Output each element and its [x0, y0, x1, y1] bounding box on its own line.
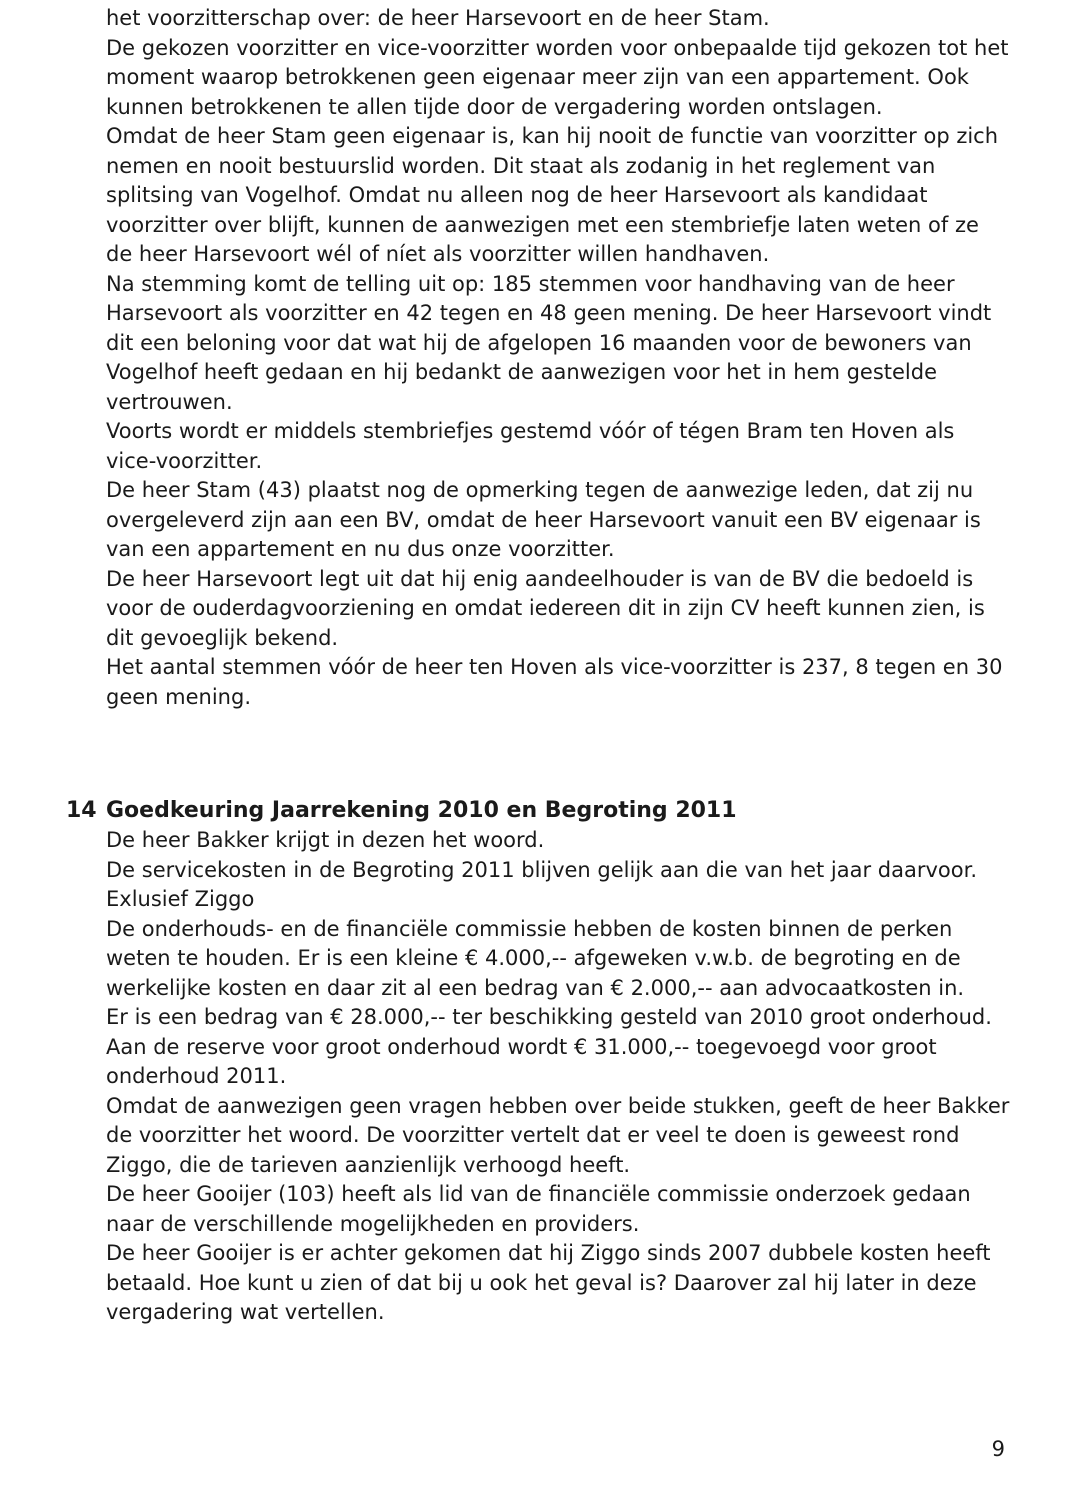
- continued-text-block: [106, 4, 1011, 712]
- agenda-section-14: [66, 796, 1011, 1328]
- paragraph: De servicekosten in de Begroting 2011 blijven gelijk aan die van het jaar daarvoor. Exlusief Ziggo: [106, 857, 977, 911]
- paragraph: De heer Gooijer is er achter gekomen dat hij Ziggo sinds 2007 dubbele kosten heeft betaald. Hoe kunt u zien of dat bij u ook het geval is? Daarover zal hij later in deze vergadering wat vertellen.: [106, 1241, 991, 1324]
- paragraph: De gekozen voorzitter en vice-voorzitter worden voor onbepaalde tijd gekozen tot het moment waarop betrokkenen geen eigenaar meer zijn van een appartement. Ook kunnen betrokkenen te allen tijde door de vergadering worden ontslagen.: [106, 35, 1009, 119]
- page-number: 9: [991, 1437, 1005, 1461]
- section-heading: [66, 796, 1011, 826]
- paragraph: Het aantal stemmen vóór de heer ten Hoven als vice-voorzitter is 237, 8 tegen en 30 geen mening.: [106, 655, 1003, 709]
- paragraph: Omdat de heer Stam geen eigenaar is, kan hij nooit de functie van voorzitter op zich nemen en nooit bestuurslid worden. Dit staat als zodanig in het reglement van splitsing van Vogelhof. Omdat nu alleen nog de heer Harsevoort als kandidaat voorzitter over blijft, kunnen de aanwezigen met een stembriefje laten weten of ze de heer Harsevoort wél of níet als voorzitter willen handhaven.: [106, 124, 999, 266]
- section-title: Goedkeuring Jaarrekening 2010 en Begroting 2011: [106, 798, 737, 823]
- paragraph: het voorzitterschap over: de heer Harsevoort en de heer Stam.: [106, 6, 770, 30]
- paragraph: Omdat de aanwezigen geen vragen hebben over beide stukken, geeft de heer Bakker de voorzitter het woord. De voorzitter vertelt dat er veel te doen is geweest rond Ziggo, die de tarieven aanzienlijk verhoogd heeft.: [106, 1093, 1010, 1177]
- paragraph: De heer Gooijer (103) heeft als lid van de financiële commissie onderzoek gedaan naar de verschillende mogelijkheden en providers.: [106, 1182, 971, 1236]
- paragraph: Na stemming komt de telling uit op: 185 stemmen voor handhaving van de heer Harsevoort als voorzitter en 42 tegen en 48 geen mening. De heer Harsevoort vindt dit een beloning voor dat wat hij de afgelopen 16 maanden voor de bewoners van Vogelhof heeft gedaan en hij bedankt de aanwezigen voor het in hem gestelde vertrouwen.: [106, 271, 992, 414]
- section-body: [106, 826, 1011, 1328]
- paragraph: Er is een bedrag van € 28.000,-- ter beschikking gesteld van 2010 groot onderhoud.: [106, 1005, 992, 1029]
- paragraph: Aan de reserve voor groot onderhoud wordt € 31.000,-- toegevoegd voor groot onderhoud 2011.: [106, 1034, 937, 1088]
- paragraph: De heer Stam (43) plaatst nog de opmerking tegen de aanwezige leden, dat zij nu overgeleverd zijn aan een BV, omdat de heer Harsevoort vanuit een BV eigenaar is van een appartement en nu dus onze voorzitter.: [106, 478, 981, 561]
- paragraph: De heer Harsevoort legt uit dat hij enig aandeelhouder is van de BV die bedoeld is voor de ouderdagvoorziening en omdat iedereen dit in zijn CV heeft kunnen zien, is dit gevoeglijk bekend.: [106, 566, 985, 650]
- paragraph: Voorts wordt er middels stembriefjes gestemd vóór of tégen Bram ten Hoven als vice-voorzitter.: [106, 419, 955, 473]
- paragraph: De heer Bakker krijgt in dezen het woord.: [106, 828, 545, 852]
- paragraph: De onderhouds- en de financiële commissie hebben de kosten binnen de perken weten te houden. Er is een kleine € 4.000,-- afgeweken v.w.b. de begroting en de werkelijke kosten en daar zit al een bedrag van € 2.000,-- aan advocaatkosten in.: [106, 916, 965, 1000]
- section-number: 14: [66, 798, 97, 823]
